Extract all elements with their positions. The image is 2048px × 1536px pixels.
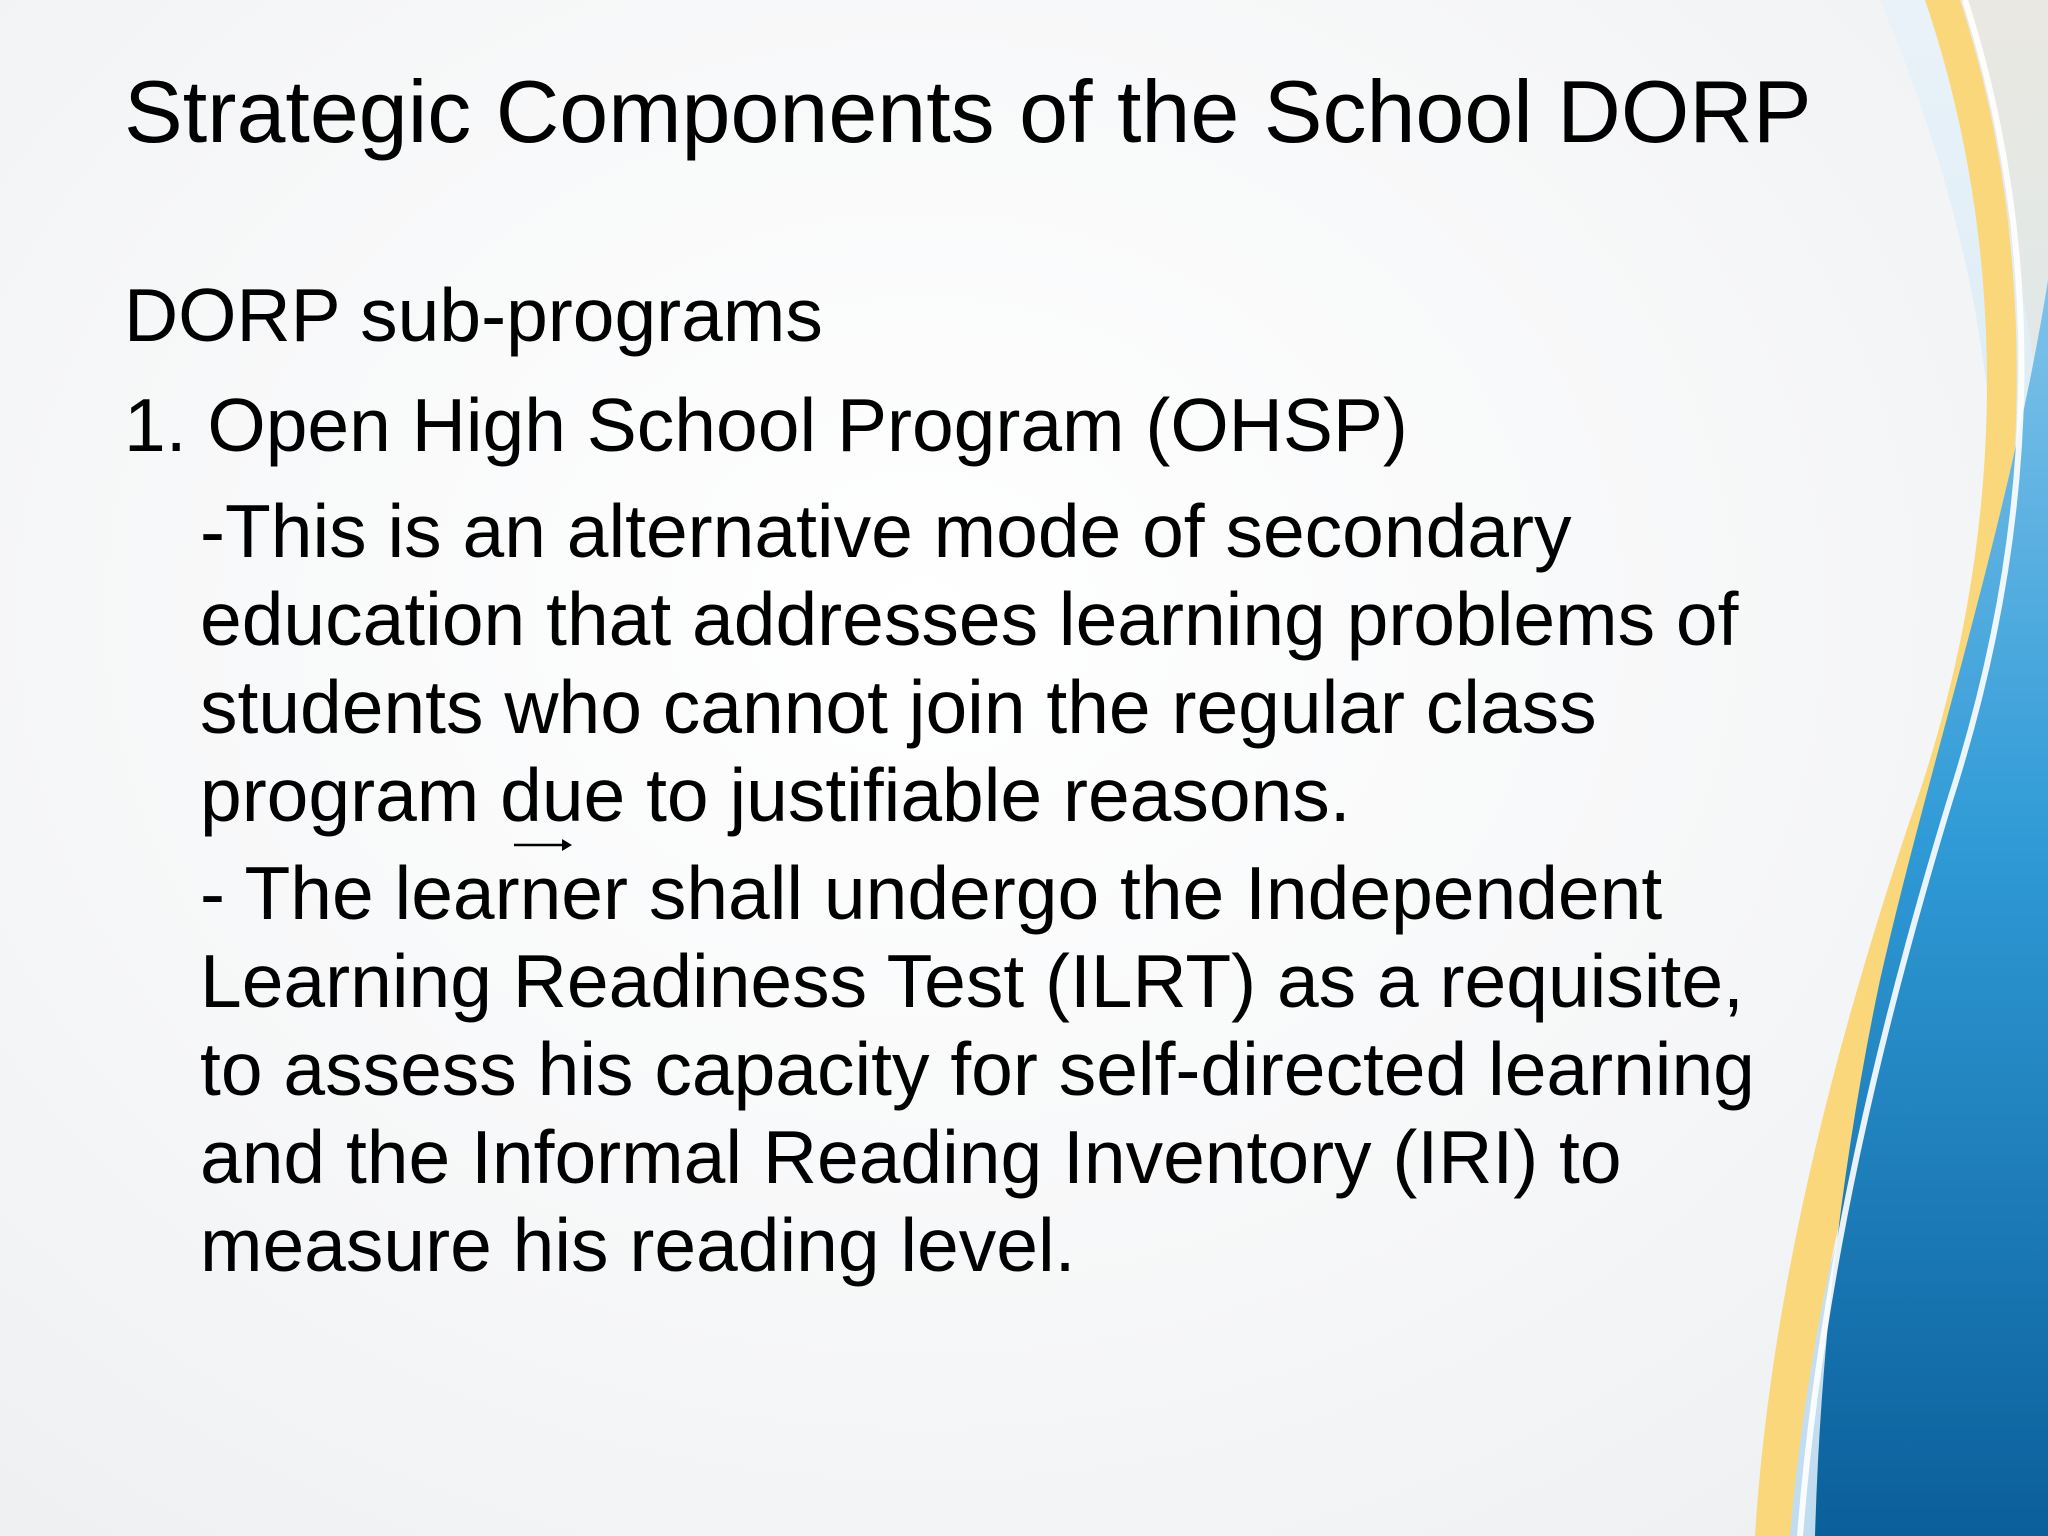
paragraph-ohsp-description — [200, 487, 1738, 839]
paragraph-line: to assess his capacity for self-directed learning — [200, 1027, 1755, 1111]
paragraph-line: - The learner shall undergo the Independent — [200, 851, 1663, 935]
paragraph-line: -This is an alternative mode of secondary — [200, 489, 1572, 573]
paragraph-line: measure his reading level. — [200, 1203, 1076, 1287]
paragraph-line: Learning Readiness Test (ILRT) as a requisite, — [200, 939, 1744, 1023]
paragraph-line: education that addresses learning problems of — [200, 577, 1739, 661]
paragraph-line: program due to justifiable reasons. — [200, 753, 1351, 837]
paragraph-ilrt-requirement — [200, 849, 1755, 1289]
blue-wave-shape — [1815, 280, 2048, 1536]
list-item-ohsp: 1. Open High School Program (OHSP) — [124, 383, 1408, 467]
slide-title: Strategic Components of the School DORP — [124, 62, 1812, 161]
paragraph-line: and the Informal Reading Inventory (IRI) to — [200, 1115, 1622, 1199]
paragraph-line: students who cannot join the regular class — [200, 665, 1597, 749]
subheading: DORP sub-programs — [124, 273, 823, 357]
